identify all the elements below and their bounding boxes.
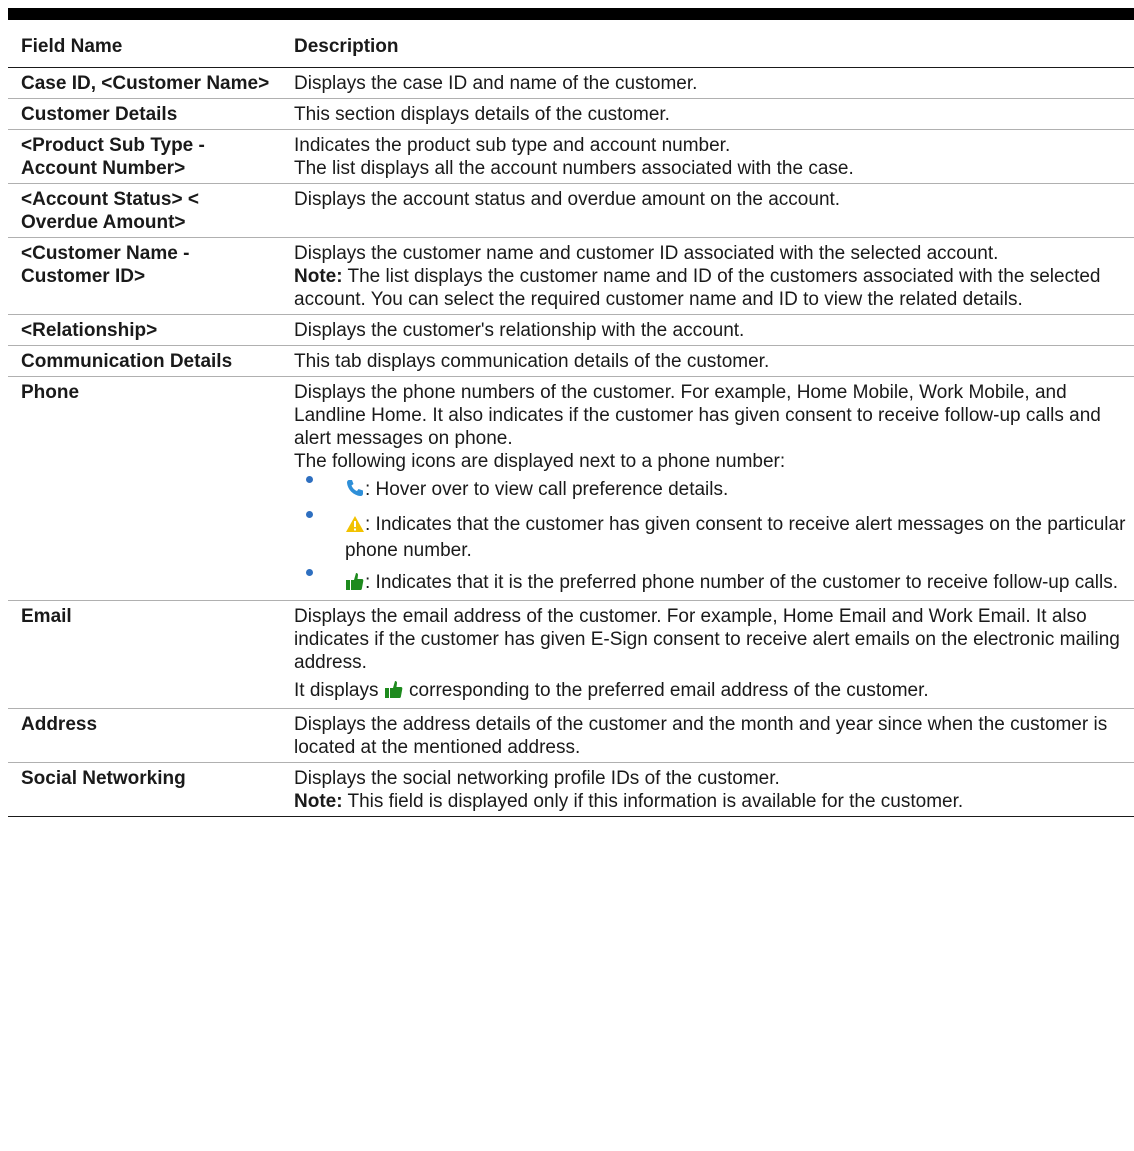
note-text: This field is displayed only if this information is available for the customer. bbox=[342, 791, 964, 812]
table-row bbox=[8, 99, 1134, 130]
list-item: : Indicates that the customer has given consent to receive alert messages on the particular phone number. bbox=[294, 513, 1126, 562]
field-description: Displays the social networking profile IDs of the customer. Note: This field is displayed only if this information is available for the customer. bbox=[286, 763, 1134, 817]
note-paragraph bbox=[294, 790, 1126, 813]
table-row bbox=[8, 315, 1134, 346]
field-description: Displays the case ID and name of the customer. bbox=[294, 73, 698, 94]
note-text: The list displays the customer name and ID of the customers associated with the selected account. You can select the required customer name and ID to view the related details. bbox=[294, 266, 1101, 310]
thumbs-up-icon bbox=[384, 679, 404, 705]
bullet-dot bbox=[306, 511, 313, 518]
field-description-table bbox=[8, 26, 1134, 817]
table-row bbox=[8, 601, 1134, 709]
bullet-dot bbox=[306, 569, 313, 576]
field-name: <Account Status> < Overdue Amount> bbox=[21, 189, 199, 233]
field-description: This tab displays communication details of the customer. bbox=[294, 351, 770, 372]
table-row bbox=[8, 184, 1134, 238]
list-item: : Indicates that it is the preferred phone number of the customer to receive follow-up calls. bbox=[294, 571, 1126, 597]
field-name: <Customer Name - Customer ID> bbox=[21, 243, 190, 287]
field-description: Displays the account status and overdue amount on the account. bbox=[294, 189, 841, 210]
field-description: Displays the customer's relationship with the account. bbox=[294, 320, 745, 341]
icon-legend-list bbox=[294, 478, 1126, 597]
bullet-dot bbox=[306, 476, 313, 483]
thumbs-up-icon bbox=[345, 571, 365, 597]
phone-icon bbox=[345, 478, 365, 504]
field-name: Social Networking bbox=[21, 768, 186, 789]
field-name: Phone bbox=[21, 382, 80, 403]
field-name: Customer Details bbox=[21, 104, 178, 125]
list-item: : Hover over to view call preference details. bbox=[294, 478, 1126, 504]
table-row bbox=[8, 709, 1134, 763]
description-header: Description bbox=[294, 36, 399, 57]
field-description: Displays the phone numbers of the customer. For example, Home Mobile, Work Mobile, and Landline Home. It also indicates if the customer has given consent to receive follow-up calls and alert messages on phone. The following icons are displayed next to a phone number: : Hover over to view call preference details. : Indicates that the customer has given consent to receive alert messages on the particular phone number. : Indicates that it is the preferred phone number of the customer to receive follow-up calls. bbox=[286, 377, 1134, 601]
field-name: Address bbox=[21, 714, 98, 735]
field-description: This section displays details of the customer. bbox=[294, 104, 670, 125]
field-name: Communication Details bbox=[21, 351, 233, 372]
note-paragraph bbox=[294, 265, 1126, 311]
table-row bbox=[8, 763, 1134, 817]
field-description: Displays the email address of the customer. For example, Home Email and Work Email. It also indicates if the customer has given E-Sign consent to receive alert emails on the electronic mailing address. It displays corresponding to the preferred email address of the customer. bbox=[286, 601, 1134, 709]
note-label: Note: bbox=[294, 266, 343, 287]
field-name: <Relationship> bbox=[21, 320, 158, 341]
field-description: Indicates the product sub type and account number. The list displays all the account numbers associated with the case. bbox=[294, 135, 854, 179]
preferred-email-note: It displays corresponding to the preferred email address of the customer. bbox=[294, 679, 1126, 705]
field-name: Email bbox=[21, 606, 72, 627]
field-description: Displays the address details of the customer and the month and year since when the customer is located at the mentioned address. bbox=[294, 714, 1108, 758]
table-row bbox=[8, 130, 1134, 184]
table-row bbox=[8, 68, 1134, 99]
field-name: <Product Sub Type - Account Number> bbox=[21, 135, 205, 179]
field-name: Case ID, <Customer Name> bbox=[21, 73, 270, 94]
note-label: Note: bbox=[294, 791, 343, 812]
top-rule bbox=[8, 8, 1134, 20]
table-row bbox=[8, 377, 1134, 601]
field-name-header: Field Name bbox=[21, 36, 123, 57]
table-row bbox=[8, 238, 1134, 315]
table-row bbox=[8, 346, 1134, 377]
field-description: Displays the customer name and customer ID associated with the selected account. Note: The list displays the customer name and ID of the customers associated with the selected account. You can select the required customer name and ID to view the related details. bbox=[286, 238, 1134, 315]
table-header-row bbox=[8, 26, 1134, 68]
warning-icon bbox=[345, 515, 365, 539]
